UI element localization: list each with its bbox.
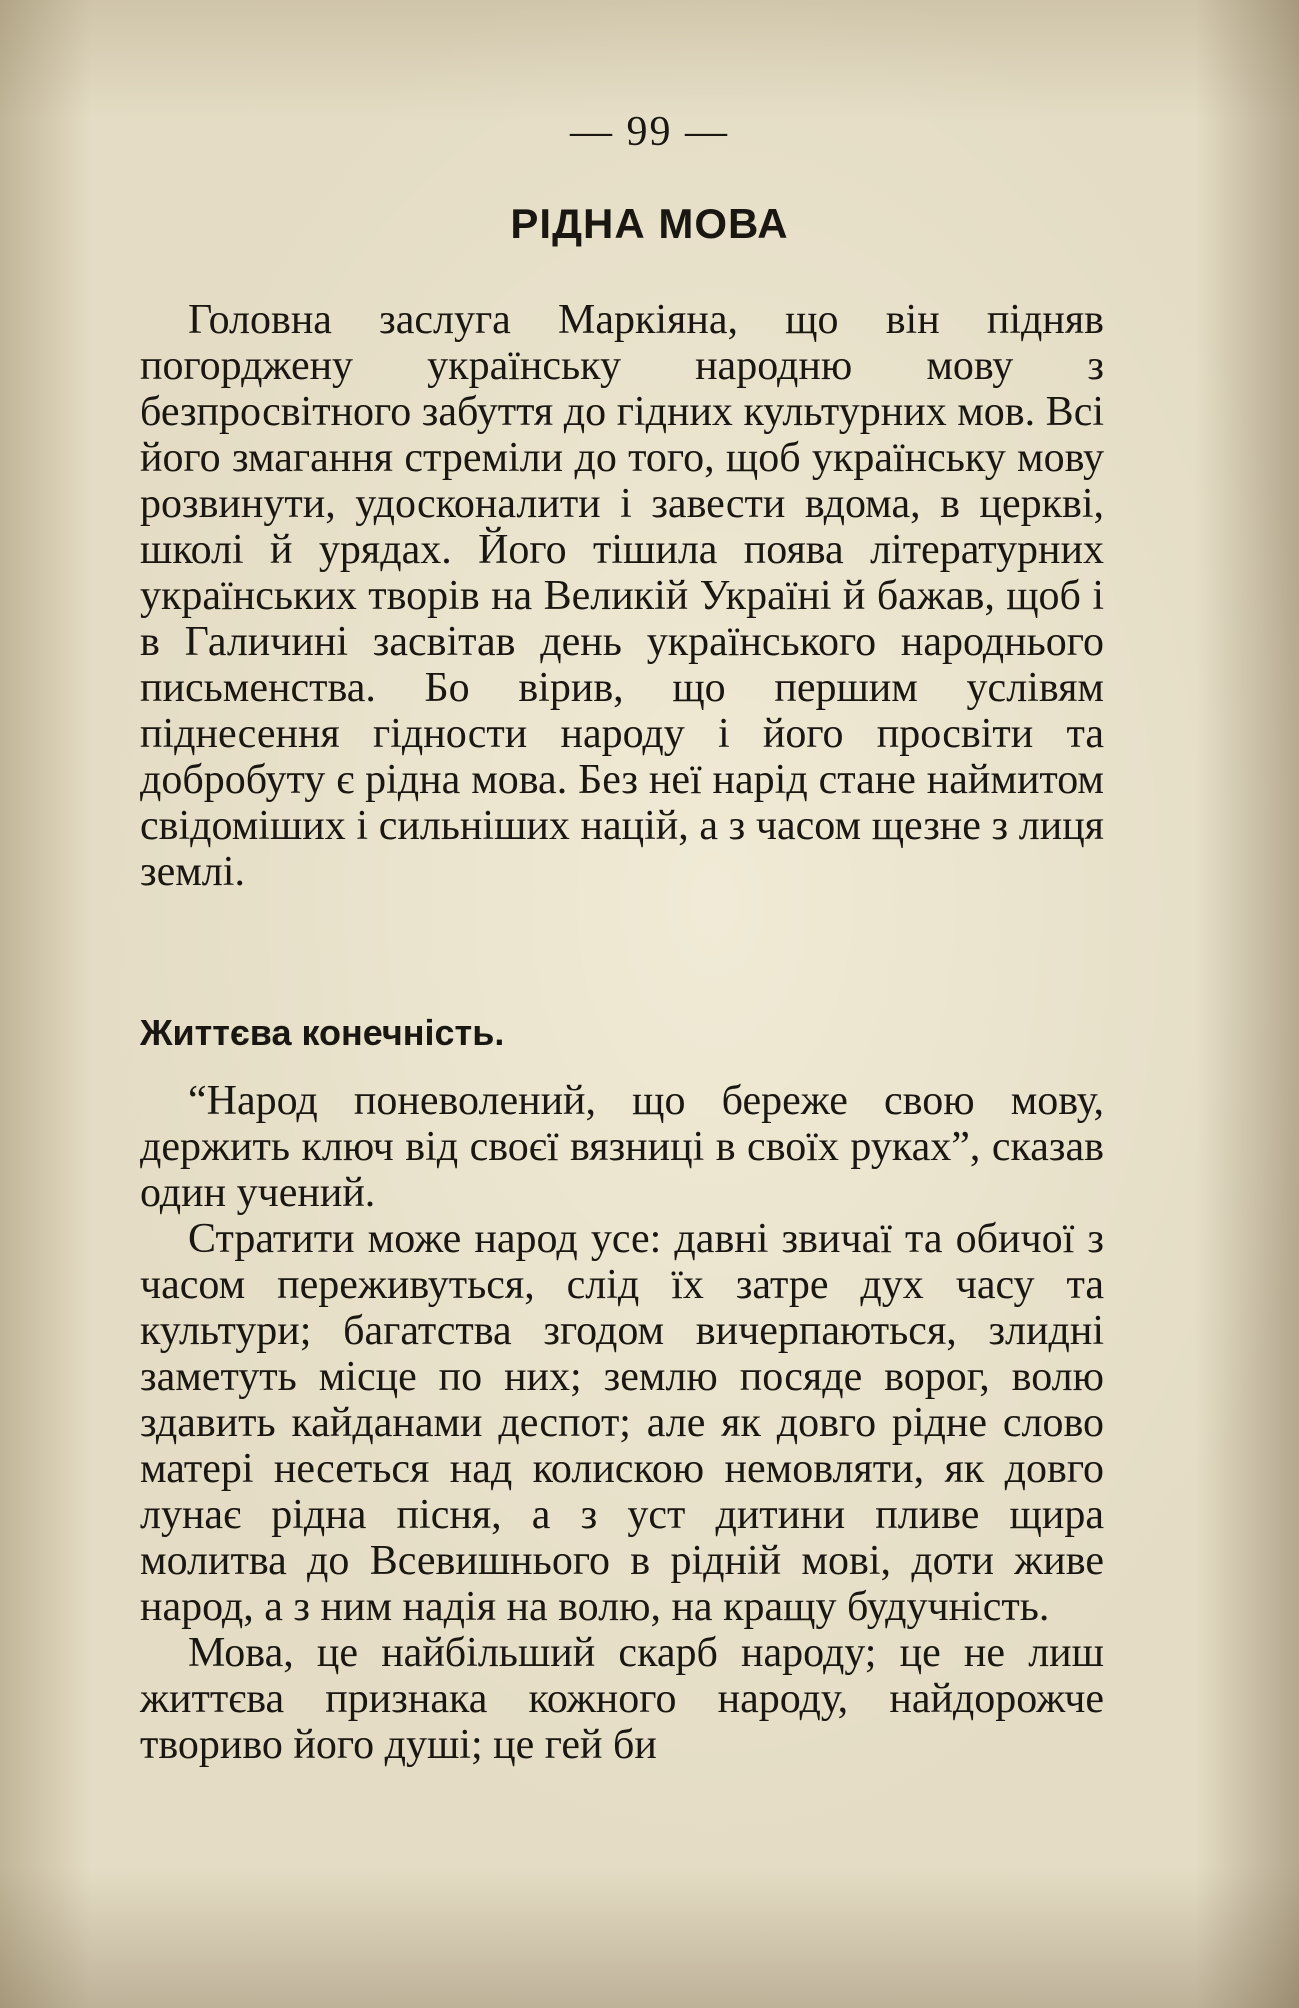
page-number: — 99 — [570, 109, 729, 155]
paragraph: Головна заслуга Маркіяна, що він підняв погорджену українську народню мову з безпросвітного забуття до гідних культурних мов. Всі його змагання стреміли до того, щоб українську мову розвинути, удосконалити і завести вдома, в церкві, школі й урядах. Його тішила поява літературних українських творів на Великій Україні й бажав, щоб і в Галичині засвітав день українського народнього письменства. Бо вірив, що першим услівям піднесення гідности народу і його просвіти та добробуту є рідна мова. Без неї нарід стане наймитом свідоміших і сильніших націй, а з часом щезне з лиця землі. [140, 297, 1104, 895]
paragraph: “Народ поневолений, що береже свою мову, держить ключ від своєї вязниці в своїх руках”, сказав один учений. [140, 1078, 1104, 1216]
paragraph: Мова, це найбільший скарб народу; це не лиш життєва признака кожного народу, найдорожче твориво його душі; це гей би [140, 1630, 1104, 1768]
body-section-1 [140, 297, 1104, 895]
chapter-title: РІДНА МОВА [510, 200, 789, 247]
section-subheading: Життєва конечність. [140, 1012, 505, 1053]
body-section-2 [140, 1078, 1104, 1768]
paragraph: Стратити може народ усе: давні звичаї та обичої з часом переживуться, слід їх затре дух часу та культури; багатства згодом вичерпаються, злидні заметуть місце по них; землю посяде ворог, волю здавить кайданами деспот; але як довго рідне слово матері несеться над колискою немовляти, як довго лунає рідна пісня, а з уст дитини пливе щира молитва до Всевишнього в рідній мові, доти живе народ, а з ним надія на волю, на кращу будучність. [140, 1216, 1104, 1630]
